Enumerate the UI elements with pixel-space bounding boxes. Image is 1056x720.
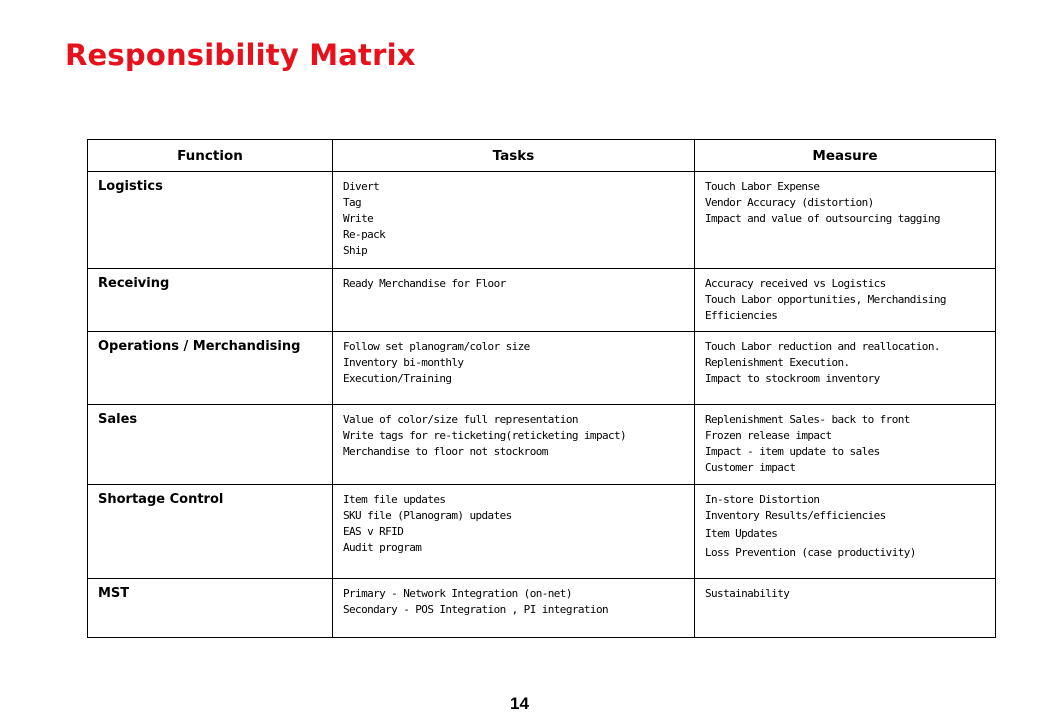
measure-item: Sustainability — [705, 587, 790, 600]
measure-item: Efficiencies — [705, 309, 778, 322]
measure-item: Impact - item update to sales — [705, 445, 880, 458]
function-cell: MST — [88, 579, 333, 638]
measure-item: Loss Prevention (case productivity) — [705, 546, 916, 559]
measure-item: Touch Labor opportunities, Merchandising — [705, 293, 946, 306]
measure-item: Frozen release impact — [705, 429, 832, 442]
function-cell: Shortage Control — [88, 485, 333, 579]
page-title: Responsibility Matrix — [65, 38, 416, 72]
task-item: Merchandise to floor not stockroom — [343, 445, 548, 458]
measure-cell — [695, 269, 996, 332]
tasks-cell — [333, 269, 695, 332]
table-header-row — [88, 140, 996, 172]
task-item: Value of color/size full representation — [343, 413, 578, 426]
measure-item: Impact and value of outsourcing tagging — [705, 212, 940, 225]
measure-cell — [695, 405, 996, 485]
tasks-cell — [333, 579, 695, 638]
table-row — [88, 579, 996, 638]
measure-cell — [695, 579, 996, 638]
task-item: EAS v RFID — [343, 525, 404, 538]
function-cell: Receiving — [88, 269, 333, 332]
measure-item: Touch Labor reduction and reallocation. — [705, 340, 940, 353]
task-item: Write tags for re-ticketing(reticketing impact) — [343, 429, 627, 442]
task-item: SKU file (Planogram) updates — [343, 509, 512, 522]
task-item: Re-pack — [343, 228, 386, 241]
task-item: Ready Merchandise for Floor — [343, 277, 506, 290]
measure-item: Touch Labor Expense — [705, 180, 820, 193]
task-item: Write — [343, 212, 374, 225]
table-row — [88, 485, 996, 579]
table-row — [88, 269, 996, 332]
measure-cell — [695, 172, 996, 269]
measure-item: Replenishment Sales- back to front — [705, 413, 910, 426]
measure-item: Inventory Results/efficiencies — [705, 509, 886, 522]
tasks-cell — [333, 172, 695, 269]
task-item: Secondary - POS Integration , PI integration — [343, 603, 608, 616]
header-tasks: Tasks — [333, 140, 695, 172]
measure-item: Vendor Accuracy (distortion) — [705, 196, 874, 209]
task-item: Primary - Network Integration (on-net) — [343, 587, 572, 600]
measure-cell — [695, 485, 996, 579]
function-cell: Sales — [88, 405, 333, 485]
function-cell: Logistics — [88, 172, 333, 269]
task-item: Follow set planogram/color size — [343, 340, 530, 353]
tasks-cell — [333, 485, 695, 579]
task-item: Inventory bi-monthly — [343, 356, 464, 369]
measure-item: Accuracy received vs Logistics — [705, 277, 886, 290]
measure-item: Customer impact — [705, 461, 796, 474]
task-item: Tag — [343, 196, 362, 209]
task-item: Divert — [343, 180, 380, 193]
measure-item: In-store Distortion — [705, 493, 820, 506]
measure-cell — [695, 332, 996, 405]
task-item: Audit program — [343, 541, 422, 554]
tasks-cell — [333, 332, 695, 405]
header-function: Function — [88, 140, 333, 172]
task-item: Ship — [343, 244, 368, 257]
tasks-cell — [333, 405, 695, 485]
header-measure: Measure — [695, 140, 996, 172]
measure-item: Replenishment Execution. — [705, 356, 850, 369]
task-item: Execution/Training — [343, 372, 452, 385]
page-number: 14 — [510, 694, 529, 713]
task-item: Item file updates — [343, 493, 446, 506]
measure-item: Item Updates — [705, 527, 778, 540]
table-row — [88, 332, 996, 405]
responsibility-matrix-table — [87, 139, 996, 638]
measure-item: Impact to stockroom inventory — [705, 372, 880, 385]
table-row — [88, 172, 996, 269]
function-cell: Operations / Merchandising — [88, 332, 333, 405]
table-row — [88, 405, 996, 485]
